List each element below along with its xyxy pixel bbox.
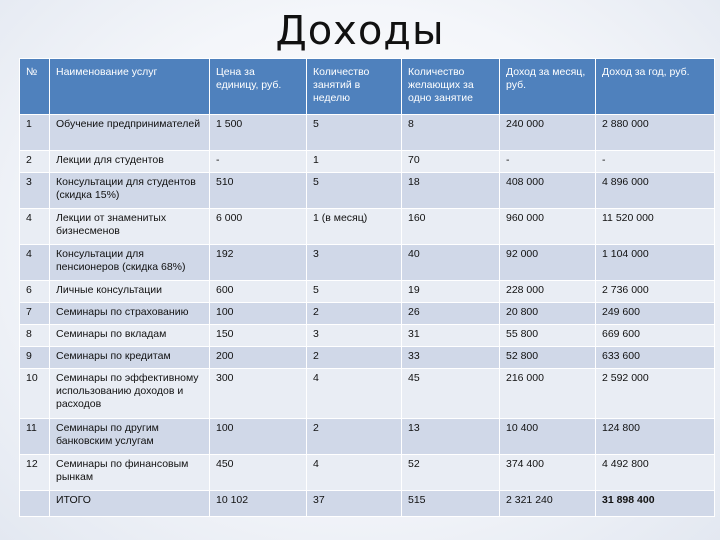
cell-monthly-income: 52 800 xyxy=(500,347,596,369)
cell-service-name: Консультации для пенсионеров (скидка 68%) xyxy=(50,245,210,281)
cell-monthly-income: - xyxy=(500,151,596,173)
header-monthly-income: Доход за месяц, руб. xyxy=(500,59,596,115)
cell-number: 4 xyxy=(20,209,50,245)
table-row xyxy=(20,325,715,347)
cell-lessons-per-week: 2 xyxy=(307,419,402,455)
cell-lessons-per-week: 1 xyxy=(307,151,402,173)
cell-total-unit-price: 10 102 xyxy=(210,491,307,517)
table-header-row xyxy=(20,59,715,115)
cell-monthly-income: 20 800 xyxy=(500,303,596,325)
cell-service-name: Лекции от знаменитых бизнесменов xyxy=(50,209,210,245)
cell-yearly-income: 4 492 800 xyxy=(596,455,715,491)
cell-unit-price: 150 xyxy=(210,325,307,347)
cell-number: 3 xyxy=(20,173,50,209)
cell-yearly-income: 2 592 000 xyxy=(596,369,715,419)
cell-unit-price: - xyxy=(210,151,307,173)
header-number: № xyxy=(20,59,50,115)
cell-monthly-income: 216 000 xyxy=(500,369,596,419)
table-row xyxy=(20,347,715,369)
cell-total-label: ИТОГО xyxy=(50,491,210,517)
cell-service-name: Семинары по вкладам xyxy=(50,325,210,347)
cell-monthly-income: 240 000 xyxy=(500,115,596,151)
cell-lessons-per-week: 5 xyxy=(307,173,402,209)
header-unit-price: Цена за единицу, руб. xyxy=(210,59,307,115)
cell-service-name: Лекции для студентов xyxy=(50,151,210,173)
cell-lessons-per-week: 5 xyxy=(307,281,402,303)
cell-yearly-income: 633 600 xyxy=(596,347,715,369)
cell-service-name: Личные консультации xyxy=(50,281,210,303)
cell-unit-price: 6 000 xyxy=(210,209,307,245)
cell-number: 2 xyxy=(20,151,50,173)
income-table xyxy=(19,58,715,517)
table-row xyxy=(20,419,715,455)
cell-participants: 40 xyxy=(402,245,500,281)
cell-monthly-income: 408 000 xyxy=(500,173,596,209)
cell-number: 10 xyxy=(20,369,50,419)
cell-total-yearly-income: 31 898 400 xyxy=(596,491,715,517)
cell-yearly-income: 11 520 000 xyxy=(596,209,715,245)
table-row xyxy=(20,245,715,281)
table-row xyxy=(20,209,715,245)
cell-lessons-per-week: 3 xyxy=(307,245,402,281)
cell-participants: 19 xyxy=(402,281,500,303)
cell-yearly-income: - xyxy=(596,151,715,173)
table-row xyxy=(20,303,715,325)
cell-unit-price: 510 xyxy=(210,173,307,209)
cell-lessons-per-week: 2 xyxy=(307,303,402,325)
cell-total-monthly-income: 2 321 240 xyxy=(500,491,596,517)
cell-monthly-income: 228 000 xyxy=(500,281,596,303)
cell-monthly-income: 55 800 xyxy=(500,325,596,347)
cell-participants: 33 xyxy=(402,347,500,369)
cell-yearly-income: 124 800 xyxy=(596,419,715,455)
cell-total-participants: 515 xyxy=(402,491,500,517)
cell-yearly-income: 669 600 xyxy=(596,325,715,347)
cell-participants: 52 xyxy=(402,455,500,491)
cell-yearly-income: 2 736 000 xyxy=(596,281,715,303)
cell-number: 12 xyxy=(20,455,50,491)
table-row xyxy=(20,115,715,151)
cell-number: 4 xyxy=(20,245,50,281)
cell-unit-price: 192 xyxy=(210,245,307,281)
cell-unit-price: 450 xyxy=(210,455,307,491)
cell-lessons-per-week: 4 xyxy=(307,369,402,419)
cell-monthly-income: 92 000 xyxy=(500,245,596,281)
header-participants: Количество желающих за одно занятие xyxy=(402,59,500,115)
header-service-name: Наименование услуг xyxy=(50,59,210,115)
cell-service-name: Обучение предпринимателей xyxy=(50,115,210,151)
table-row xyxy=(20,281,715,303)
cell-yearly-income: 249 600 xyxy=(596,303,715,325)
cell-monthly-income: 10 400 xyxy=(500,419,596,455)
cell-monthly-income: 374 400 xyxy=(500,455,596,491)
cell-lessons-per-week: 4 xyxy=(307,455,402,491)
cell-yearly-income: 2 880 000 xyxy=(596,115,715,151)
cell-service-name: Семинары по страхованию xyxy=(50,303,210,325)
cell-service-name: Семинары по финансовым рынкам xyxy=(50,455,210,491)
cell-yearly-income: 1 104 000 xyxy=(596,245,715,281)
cell-participants: 160 xyxy=(402,209,500,245)
cell-participants: 31 xyxy=(402,325,500,347)
cell-service-name: Семинары по эффективному использованию доходов и расходов xyxy=(50,369,210,419)
cell-participants: 13 xyxy=(402,419,500,455)
cell-lessons-per-week: 5 xyxy=(307,115,402,151)
cell-number xyxy=(20,491,50,517)
cell-number: 7 xyxy=(20,303,50,325)
cell-lessons-per-week: 3 xyxy=(307,325,402,347)
cell-participants: 70 xyxy=(402,151,500,173)
cell-participants: 45 xyxy=(402,369,500,419)
table-row xyxy=(20,369,715,419)
cell-service-name: Консультации для студентов (скидка 15%) xyxy=(50,173,210,209)
table-row xyxy=(20,173,715,209)
header-lessons-per-week: Количество занятий в неделю xyxy=(307,59,402,115)
cell-monthly-income: 960 000 xyxy=(500,209,596,245)
cell-number: 1 xyxy=(20,115,50,151)
cell-unit-price: 600 xyxy=(210,281,307,303)
cell-number: 6 xyxy=(20,281,50,303)
cell-lessons-per-week: 1 (в месяц) xyxy=(307,209,402,245)
table-row xyxy=(20,151,715,173)
cell-number: 8 xyxy=(20,325,50,347)
cell-lessons-per-week: 2 xyxy=(307,347,402,369)
cell-participants: 8 xyxy=(402,115,500,151)
cell-unit-price: 300 xyxy=(210,369,307,419)
header-yearly-income: Доход за год, руб. xyxy=(596,59,715,115)
table-row-total xyxy=(20,491,715,517)
cell-participants: 26 xyxy=(402,303,500,325)
cell-unit-price: 1 500 xyxy=(210,115,307,151)
cell-total-lessons: 37 xyxy=(307,491,402,517)
cell-unit-price: 200 xyxy=(210,347,307,369)
cell-number: 9 xyxy=(20,347,50,369)
cell-unit-price: 100 xyxy=(210,419,307,455)
cell-number: 11 xyxy=(20,419,50,455)
page-title: Доходы xyxy=(275,8,445,54)
cell-service-name: Семинары по кредитам xyxy=(50,347,210,369)
cell-yearly-income: 4 896 000 xyxy=(596,173,715,209)
cell-participants: 18 xyxy=(402,173,500,209)
table-row xyxy=(20,455,715,491)
cell-unit-price: 100 xyxy=(210,303,307,325)
cell-service-name: Семинары по другим банковским услугам xyxy=(50,419,210,455)
